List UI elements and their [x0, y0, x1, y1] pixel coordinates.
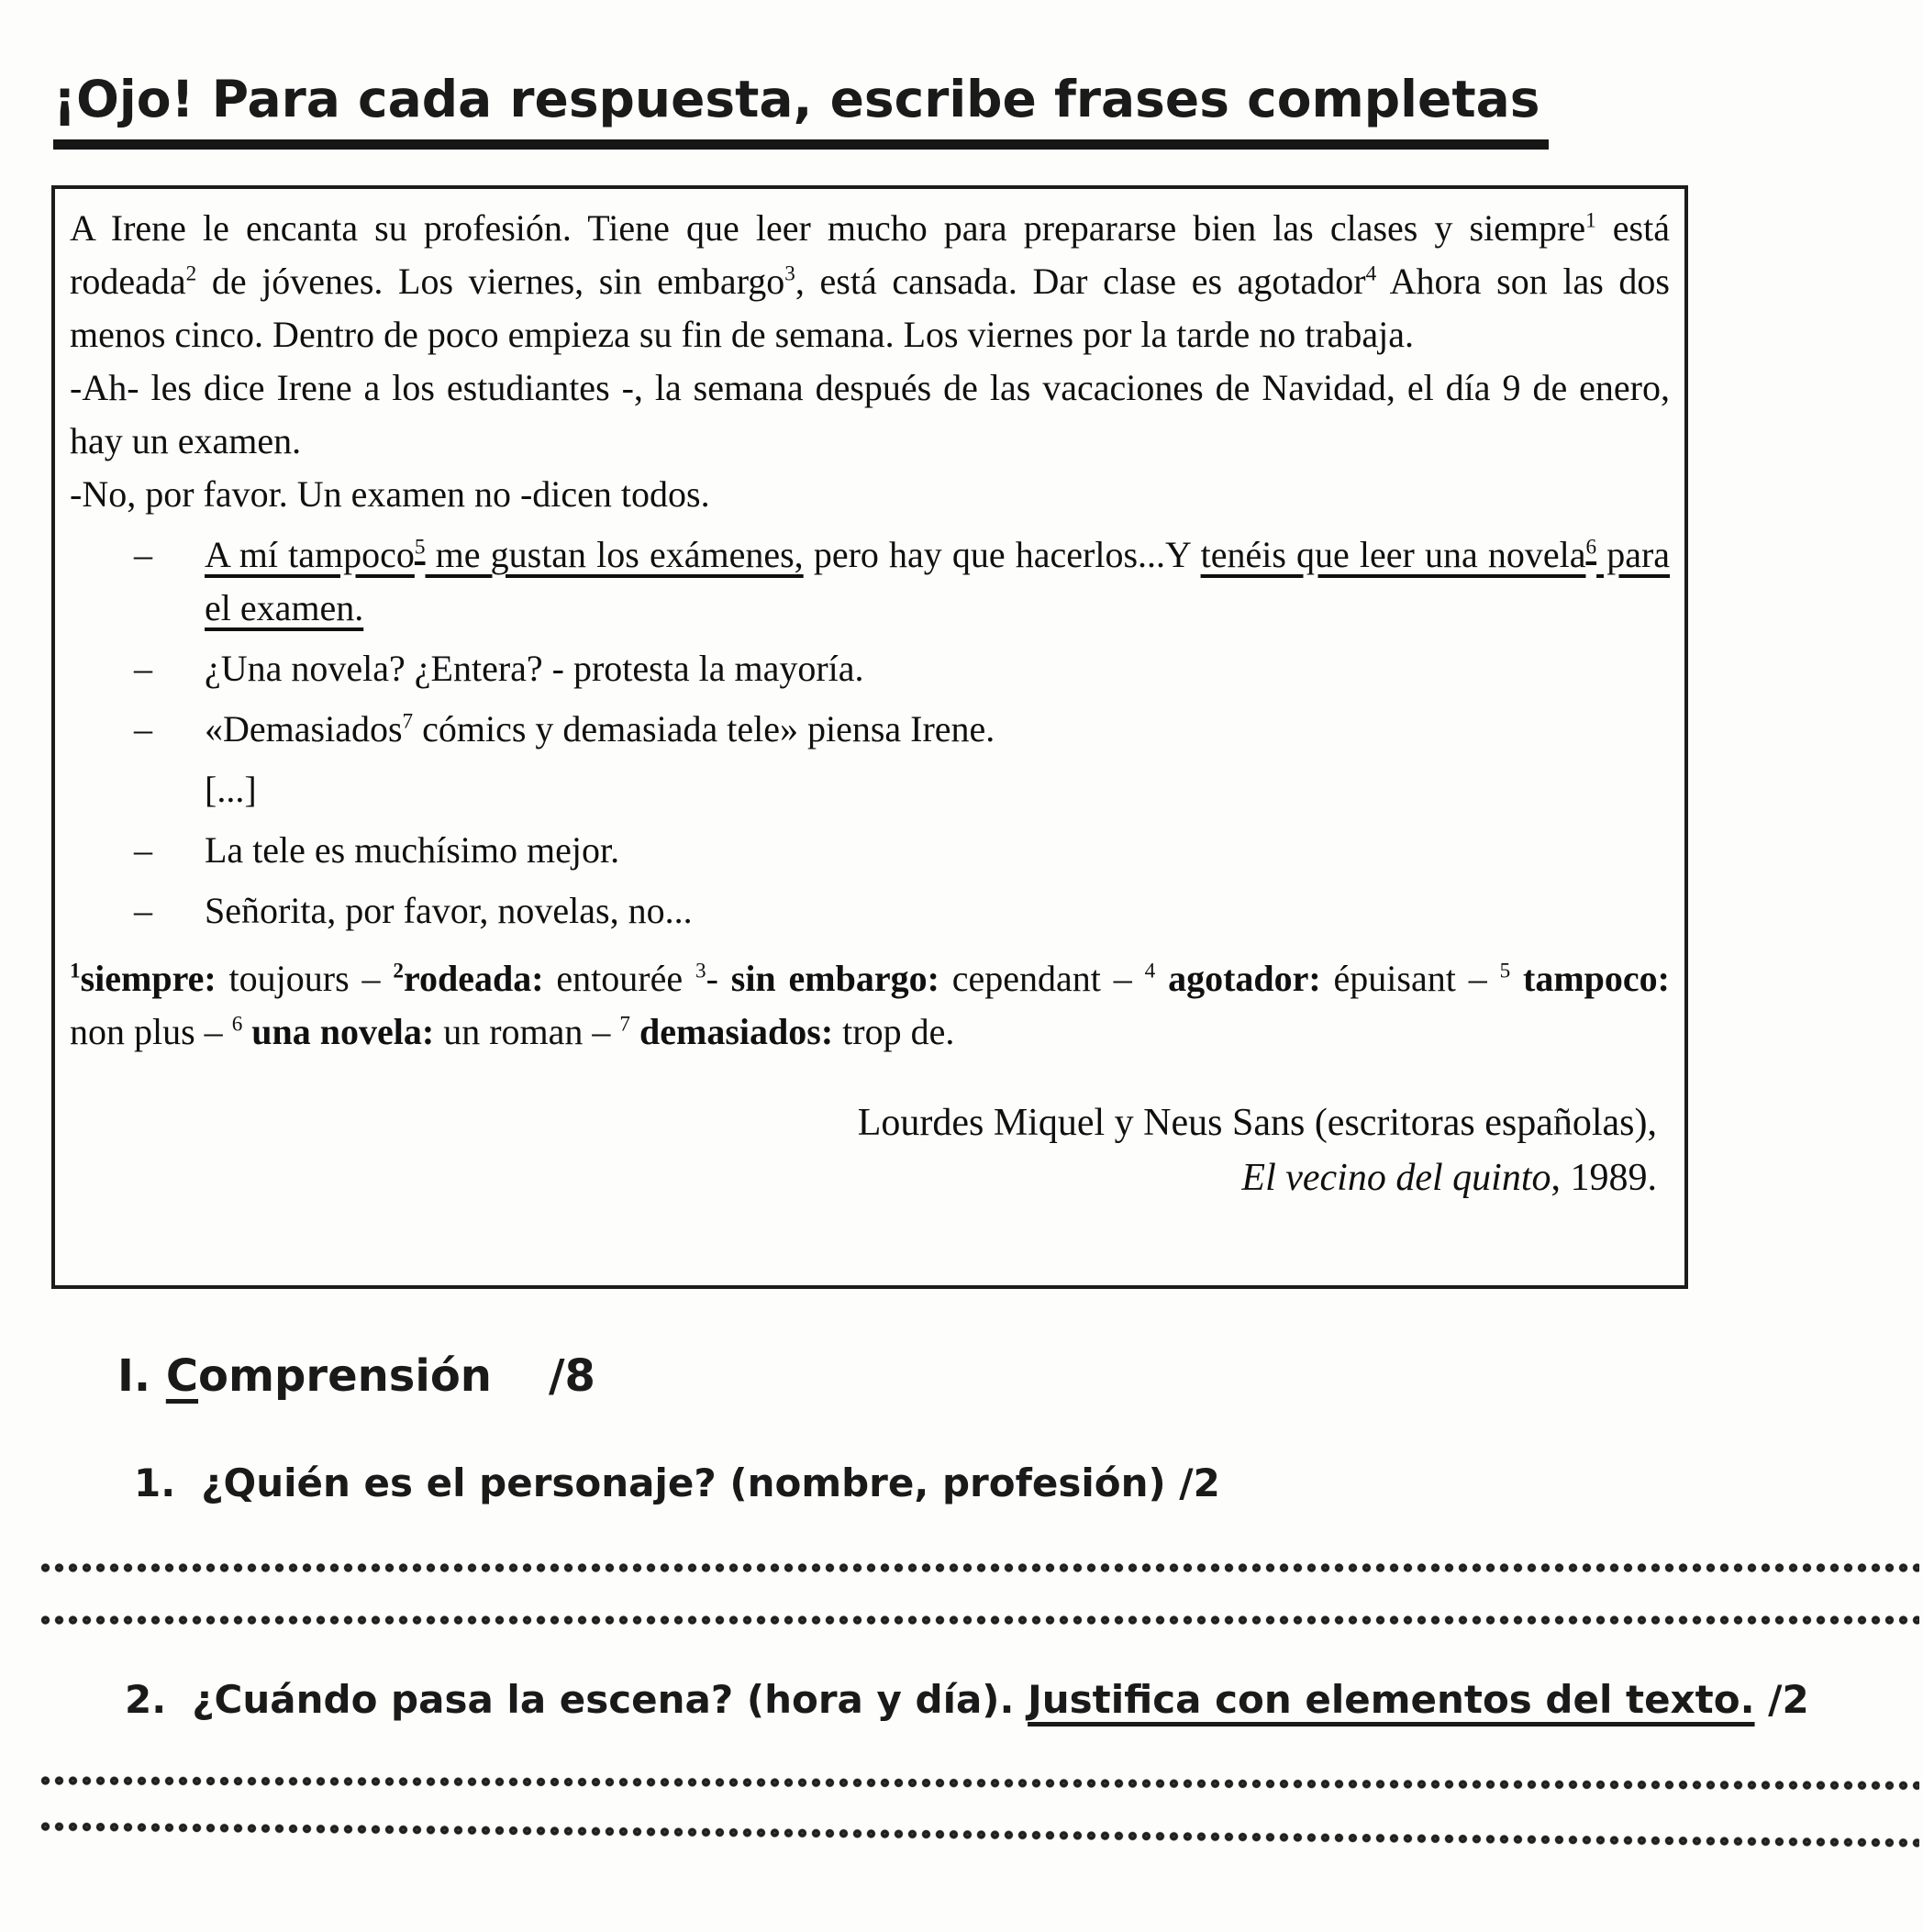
answer-dotted-line [39, 1560, 1919, 1576]
reading-passage-box [51, 185, 1688, 1289]
attribution-work: El vecino del quinto, 1989. [1241, 1157, 1657, 1199]
dialogue-text: Señorita, por favor, novelas, no... [205, 890, 693, 931]
dash-marker: – [134, 534, 152, 575]
dash-marker: – [134, 829, 152, 871]
dialogue-text: [...] [205, 769, 257, 810]
answer-dotted-line [39, 1772, 1919, 1793]
dialogue-line [70, 824, 1670, 877]
dialogue-line [70, 884, 1670, 938]
attribution-authors: Lourdes Miquel y Neus Sans (escritoras españolas), [857, 1102, 1657, 1144]
section-heading [117, 1350, 595, 1402]
dialogue-text: La tele es muchísimo mejor. [205, 829, 620, 871]
question-1 [134, 1460, 1220, 1505]
question-text: ¿Quién es el personaje? (nombre, profesión) /2 [201, 1460, 1220, 1505]
dialogue-text: ¿Una novela? ¿Entera? - protesta la mayoría. [205, 648, 864, 689]
dash-marker: – [134, 648, 152, 689]
question-2 [125, 1677, 1809, 1722]
answer-dotted-line [39, 1818, 1919, 1851]
dash-marker: – [134, 708, 152, 749]
dialogue-line-ellipsis [70, 763, 1670, 816]
dialogue-text: «Demasiados$^7$ cómics y demasiada tele» piensa Irene. [205, 708, 995, 749]
question-number: 2. [125, 1677, 167, 1722]
passage-paragraph-3: -No, por favor. Un examen no -dicen todos. [70, 473, 710, 515]
passage-paragraph-2: -Ah- les dice Irene a los estudiantes -, la semana después de las vacaciones de Navidad, el día 9 de enero, hay un examen. [70, 367, 1670, 461]
answer-dotted-line [39, 1612, 1919, 1628]
footnotes: $^1$siempre: toujours – $^2$rodeada: entourée $^3$- sin embargo: cependant – $^4$ agotador: épuisant – $^5$ tampoco: non plus – $^6$ una novela: un roman – $^7$ demasiados: trop de. [70, 958, 1670, 1052]
dialogue-line [70, 703, 1670, 756]
dash-marker: – [134, 890, 152, 931]
question-text: ¿Cuándo pasa la escena? (hora y día). Justifica con elementos del texto. /2 [192, 1677, 1809, 1722]
dialogue-line [70, 642, 1670, 695]
page-title: ¡Ojo! Para cada respuesta, escribe frases completas [53, 70, 1549, 150]
question-number: 1. [134, 1460, 176, 1505]
section-heading-text: I. Comprensión [117, 1350, 492, 1402]
dialogue-text: A mí tampoco$^5$ me gustan los exámenes, pero hay que hacerlos...Y tenéis que leer una novela$^6$ para el examen. [205, 534, 1671, 628]
section-score: /8 [548, 1350, 595, 1402]
attribution [70, 1095, 1670, 1205]
dialogue-line [70, 528, 1670, 635]
passage-paragraph-1: A Irene le encanta su profesión. Tiene que leer mucho para prepararse bien las clases y siempre$^1$ está rodeada$^2$ de jóvenes. Los viernes, sin embargo$^3$, está cansada. Dar clase es agotador$^4$ Ahora son las dos menos cinco. Dentro de poco empieza su fin de semana. Los viernes por la tarde no trabaja. [70, 207, 1670, 355]
